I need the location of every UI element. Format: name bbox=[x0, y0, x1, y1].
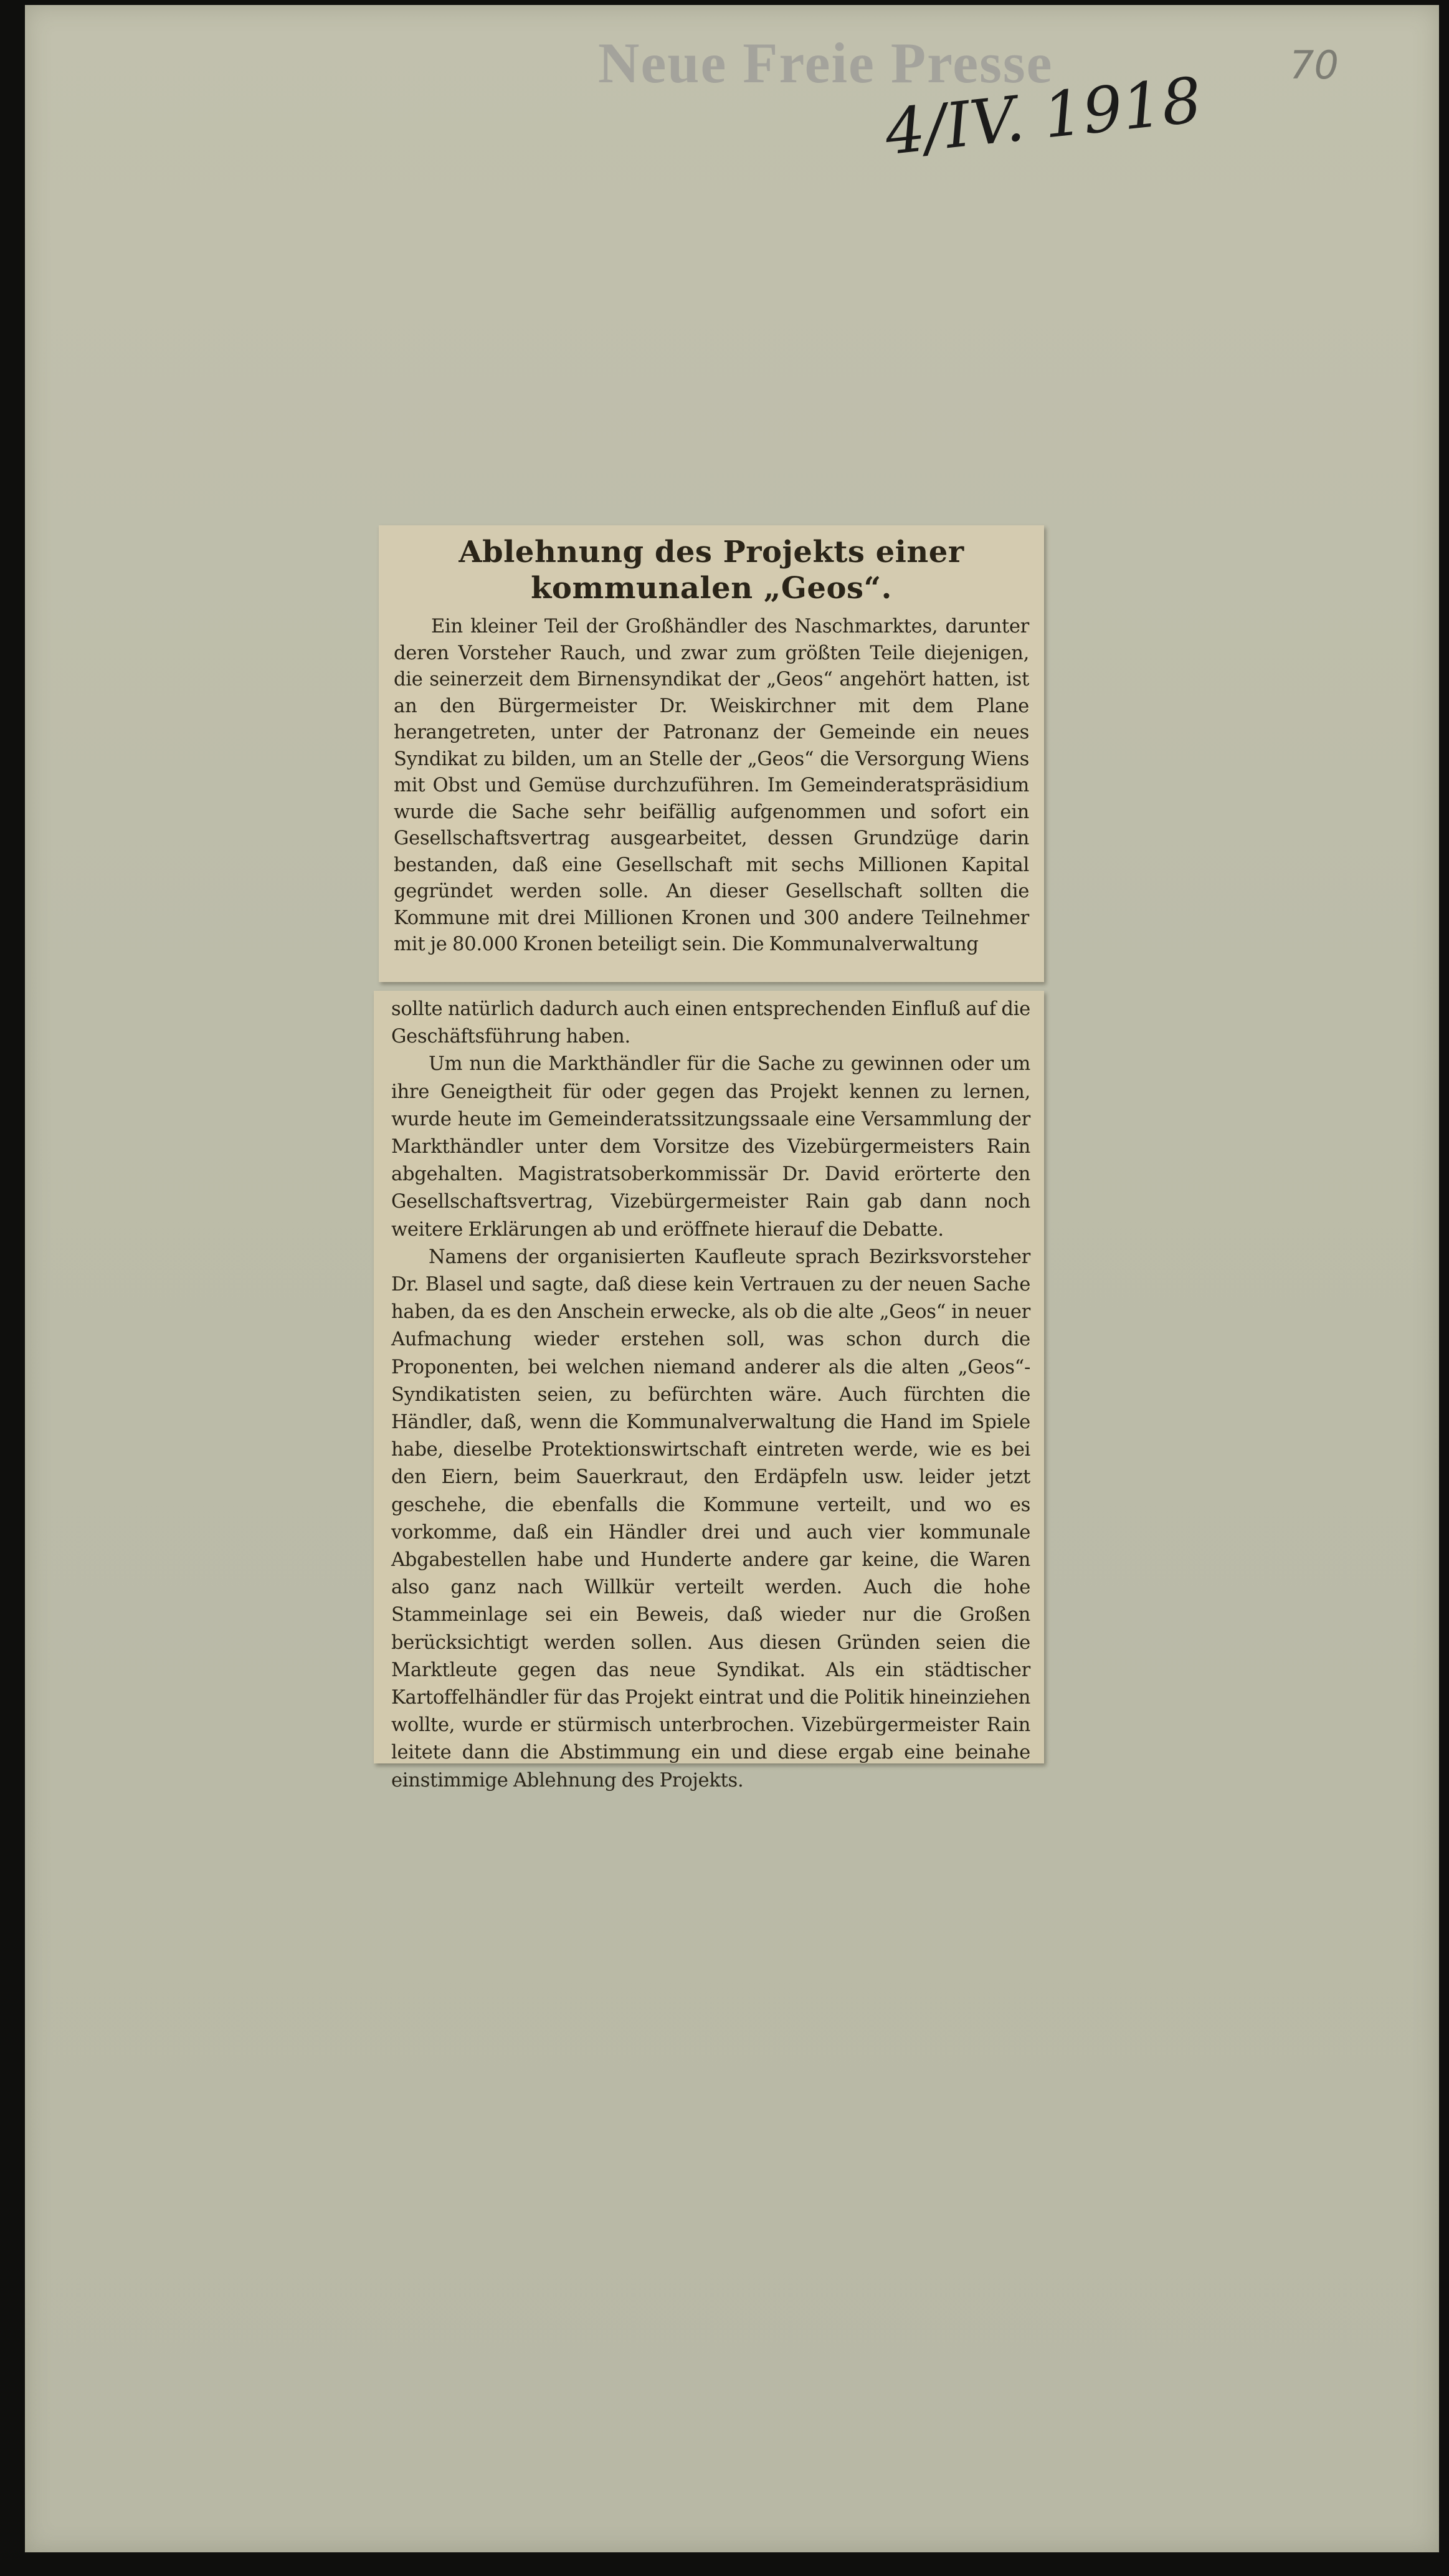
clipping-bottom bbox=[374, 991, 1044, 1791]
handwritten-date: 4/IV. 1918 bbox=[881, 63, 1205, 169]
article-paragraph-4: Namens der organisierten Kaufleute sprach Bezirksvorsteher Dr. Blasel und sagte, daß diese kein Vertrauen zu der neuen Sache haben, da es den Anschein erwecke, als ob die alte „Geos“ in neuer Aufmachung wieder erstehen soll, was schon durch die Proponenten, bei welchen niemand anderer als die alten „Geos“-Syndikatisten seien, zu befürchten wäre. Auch fürchten die Händler, daß, wenn die Kommunalverwaltung die Hand im Spiele habe, dieselbe Protektionswirtschaft eintreten werde, wie es bei den Eiern, beim Sauerkraut, den Erdäpfeln usw. leider jetzt geschehe, die ebenfalls die Kommune verteilt, und wo es vorkomme, daß ein Händler drei und auch vier kommunale Abgabestellen habe und Hunderte andere gar keine, die Waren also ganz nach Willkür verteilt werden. Auch die hohe Stammeinlage sei ein Beweis, daß wieder nur die Großen berücksichtigt werden sollen. Aus diesen Gründen seien die Marktleute gegen das neue Syndikat. Als ein städtischer Kartoffelhändler für das Projekt eintrat und die Politik hineinziehen wollte, wurde er stürmisch unterbrochen. Vizebürgermeister Rain leitete dann die Abstimmung ein und diese ergab eine beinahe einstimmige Ablehnung des Projekts. bbox=[391, 1246, 1030, 1791]
article-paragraph-2: sollte natürlich dadurch auch einen entsprechenden Einfluß auf die Geschäftsführung haben. bbox=[391, 998, 1030, 1048]
newspaper-stamp: Neue Freie Presse bbox=[598, 31, 1053, 95]
clipping-top bbox=[379, 525, 1044, 982]
archive-number: 70 bbox=[1290, 42, 1339, 88]
article-headline: Ablehnung des Projekts einer kommunalen „Geos“. bbox=[458, 535, 964, 606]
article-paragraph-1: Ein kleiner Teil der Großhändler des Naschmarktes, darunter deren Vorsteher Rauch, und zwar zum größten Teile diejenigen, die seinerzeit dem Birnensyndikat der „Geos“ angehört hatten, ist an den Bürgermeister Dr. Weiskirchner mit dem Plane herangetreten, unter der Patronanz der Gemeinde ein neues Syndikat zu bilden, um an Stelle der „Geos“ die Versorgung Wiens mit Obst und Gemüse durchzuführen. Im Gemeinderatspräsidium wurde die Sache sehr beifällig aufgenommen und sofort ein Gesellschaftsvertrag ausgearbeitet, dessen Grundzüge darin bestanden, daß eine Gesellschaft mit sechs Millionen Kapital gegründet werden solle. An dieser Gesellschaft sollten die Kommune mit drei Millionen Kronen und 300 andere Teilnehmer mit je 80.000 Kronen beteiligt sein. Die Kommunalverwaltung bbox=[394, 616, 1029, 955]
article-paragraph-3: Um nun die Markthändler für die Sache zu gewinnen oder um ihre Geneigtheit für oder gegen das Projekt kennen zu lernen, wurde heute im Gemeinderatssitzungssaale eine Versammlung der Markthändler unter dem Vorsitze des Vizebürgermeisters Rain abgehalten. Magistratsoberkommissär Dr. David erörterte den Gesellschaftsvertrag, Vizebürgermeister Rain gab dann noch weitere Erklärungen ab und eröffnete hierauf die Debatte. bbox=[391, 1053, 1030, 1241]
